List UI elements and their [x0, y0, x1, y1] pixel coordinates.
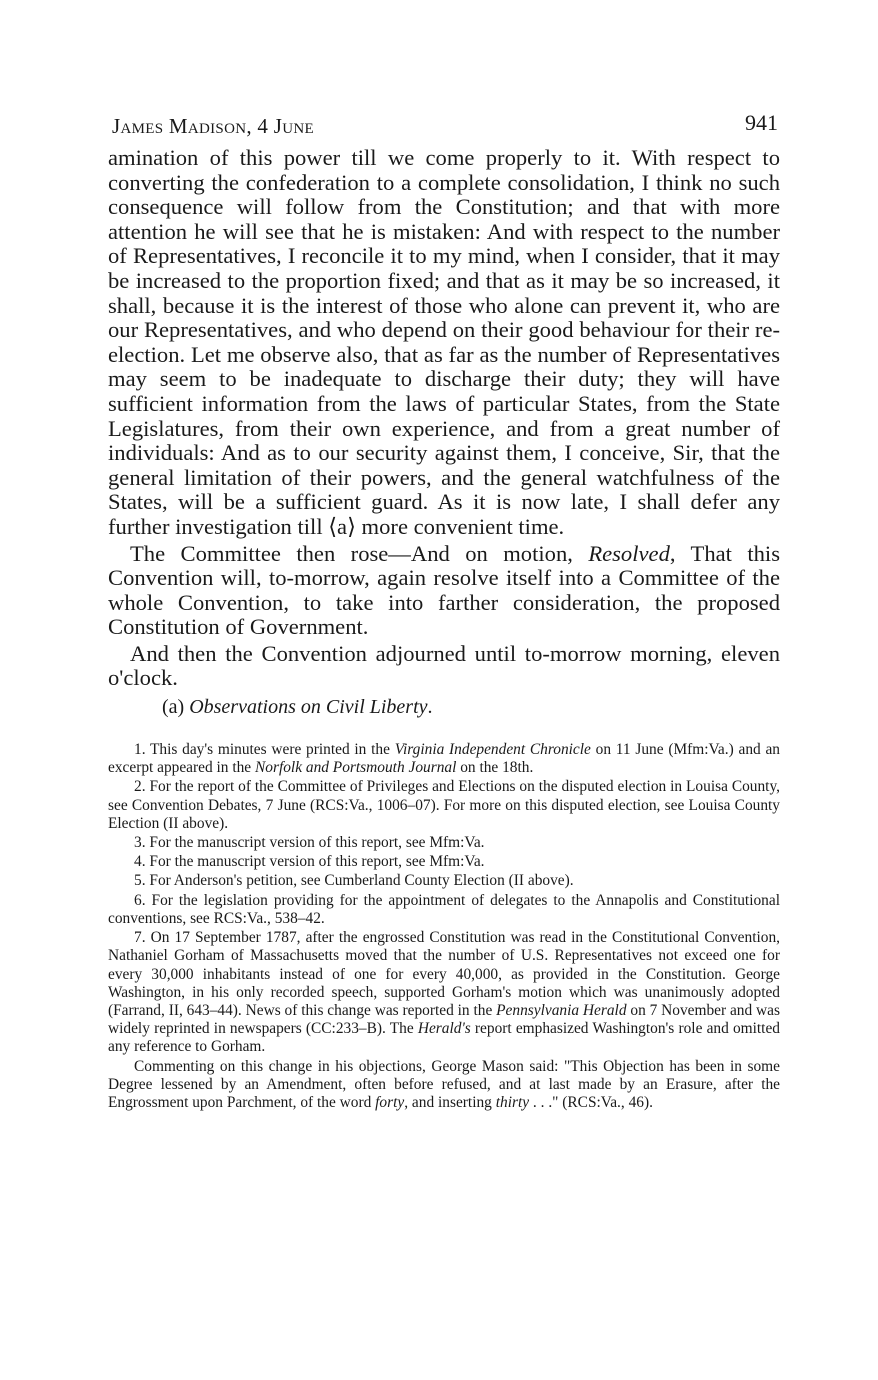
sub-note: (a) Observations on Civil Liberty.: [162, 696, 433, 719]
footnote: 6. For the legislation providing for the appointment of delegates to the Annapolis and Constitutional conventions, see RCS:Va., 538–42.: [108, 891, 780, 927]
document-page: [108, 106, 780, 1112]
footnotes: [108, 741, 780, 1112]
footnote: 1. This day's minutes were printed in the Virginia Independent Chronicle on 11 June (Mfm:Va.) and an excerpt appeared in the Norfolk and Portsmouth Journal on the 18th.: [108, 741, 780, 777]
footnote: 3. For the manuscript version of this report, see Mfm:Va.: [134, 834, 485, 852]
body-paragraph: The Committee then rose—And on motion, Resolved, That this Convention will, to-morrow, again resolve itself into a Committee of the whole Convention, to take into farther consideration, the proposed Constitution of Government.: [108, 540, 780, 640]
running-head: James Madison, 4 June: [112, 114, 314, 138]
footnote: 7. On 17 September 1787, after the engrossed Constitution was read in the Constitutional Convention, Nathaniel Gorham of Massachusetts moved that the number of U.S. Representatives not exceed one for every 30,000 inhabitants instead of one for every 40,000, as provided in the Constitution. George Washington, in his only recorded speech, supported Gorham's motion which was unanimously adopted (Farrand, II, 643–44). News of this change was reported in the Pennsylvania Herald on 7 November and was widely reprinted in newspapers (CC:233–B). The Herald's report emphasized Washington's role and omitted any reference to Gorham.: [108, 929, 780, 1056]
footnote: Commenting on this change in his objections, George Mason said: "This Objection has been in some Degree lessened by an Amendment, often before refused, and at last made by an Erasure, after the Engrossment upon Parchment, of the word forty, and inserting thirty . . ." (RCS:Va., 46).: [108, 1057, 780, 1111]
footnote: 5. For Anderson's petition, see Cumberland County Election (II above).: [134, 872, 574, 890]
footnote: 2. For the report of the Committee of Privileges and Elections on the disputed election in Louisa County, see Convention Debates, 7 June (RCS:Va., 1006–07). For more on this disputed election, see Louisa County Election (II above).: [108, 778, 780, 832]
body-text: [108, 146, 780, 721]
footnote: 4. For the manuscript version of this report, see Mfm:Va.: [134, 853, 485, 871]
body-paragraph: amination of this power till we come properly to it. With respect to converting the confederation to a complete consolidation, I think no such consequence will follow from the Constitution; and that with more attention he will see that he is mistaken: And with respect to the number of Representatives, I reconcile it to my mind, when I consider, that it may be increased to the proportion fixed; and that as it may be so increased, it shall, because it is the interest of those who alone can prevent it, who are our Representatives, and who depend on their good behaviour for their re-election. Let me observe also, that as far as the number of Representatives may seem to be inadequate to discharge their duty; they will have sufficient information from the laws of particular States, from the State Legislatures, from their own experience, and from a great number of individuals: And as to our security against them, I conceive, Sir, that the general limitation of their powers, and the general watchfulness of the States, will be a sufficient guard. As it is now late, I shall defer any further investigation till ⟨a⟩ more convenient time.: [108, 145, 780, 539]
page-header: [108, 106, 780, 146]
body-paragraph: And then the Convention adjourned until to-morrow morning, eleven o'clock.: [108, 640, 780, 691]
page-number: 941: [745, 110, 778, 135]
